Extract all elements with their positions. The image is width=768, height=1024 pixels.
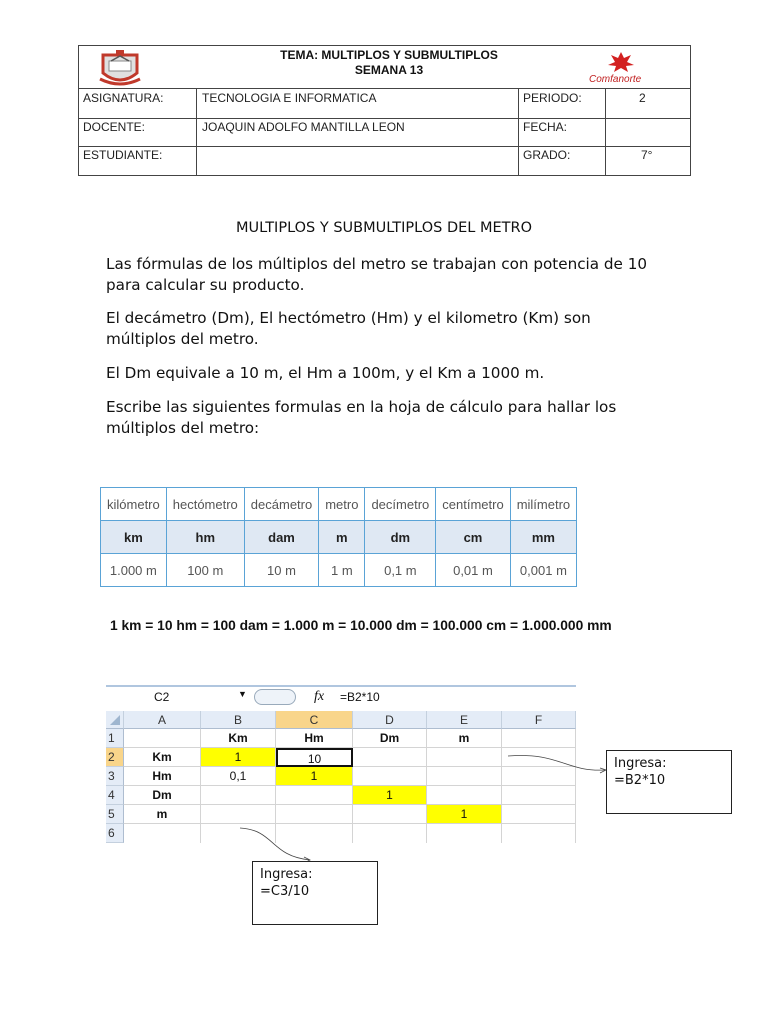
cell-a4[interactable]: Dm [124,786,201,805]
label-estudiante: ESTUDIANTE: [83,148,163,162]
row-header-6[interactable]: 6 [106,824,124,843]
fx-icon[interactable]: fx [314,689,325,704]
row-header-3[interactable]: 3 [106,767,124,786]
column-header-e[interactable]: E [427,711,502,729]
callout-c3-formula [252,861,378,925]
value-asignatura: TECNOLOGIA E INFORMATICA [202,91,377,105]
unit-name-cell: centímetro [436,488,510,521]
callout-label: Ingresa: [614,756,667,771]
row-header-1[interactable]: 1 [106,729,124,748]
row-header-5[interactable]: 5 [106,805,124,824]
paragraph-1: Las fórmulas de los múltiplos del metro se trabajan con potencia de 10 para calcular su producto. [106,255,648,294]
unit-symbol-cell: mm [510,521,576,554]
callout-formula: =C3/10 [260,884,310,899]
unit-symbol-cell: dam [244,521,318,554]
value-periodo: 2 [639,91,646,105]
cell-d1[interactable]: Dm [353,729,427,748]
unit-value-cell: 100 m [166,554,244,587]
cell-b2[interactable]: 1 [201,748,276,767]
name-box-dropdown-icon[interactable]: ▼ [238,689,247,699]
label-periodo: PERIODO: [523,91,582,105]
cell-c2-selected[interactable]: 10 [276,748,353,767]
unit-value-cell: 0,01 m [436,554,510,587]
unit-symbol-cell: hm [166,521,244,554]
column-header-b[interactable]: B [201,711,276,729]
cell-a3[interactable]: Hm [124,767,201,786]
unit-name-cell: decímetro [365,488,436,521]
label-fecha: FECHA: [523,120,568,134]
unit-name-cell: metro [319,488,365,521]
unit-symbol-cell: cm [436,521,510,554]
section-title: MULTIPLOS Y SUBMULTIPLOS DEL METRO [235,220,532,236]
callout-formula: =B2*10 [614,773,666,788]
unit-name-cell: kilómetro [101,488,167,521]
cell-b3[interactable]: 0,1 [201,767,276,786]
cell-c1[interactable]: Hm [276,729,353,748]
formula-input[interactable]: =B2*10 [340,690,380,704]
unit-symbol-cell: dm [365,521,436,554]
label-docente: DOCENTE: [83,120,146,134]
callout-label: Ingresa: [260,867,313,882]
unit-name-cell: decámetro [244,488,318,521]
unit-name-cell: milímetro [510,488,576,521]
column-header-c[interactable]: C [276,711,353,729]
unit-value-cell: 0,001 m [510,554,576,587]
unit-value-cell: 0,1 m [365,554,436,587]
row-header-2[interactable]: 2 [106,748,124,767]
unit-symbol-cell: m [319,521,365,554]
column-header-d[interactable]: D [353,711,427,729]
unit-symbol-cell: km [101,521,167,554]
cell-c3[interactable]: 1 [276,767,353,786]
cell-b1[interactable]: Km [201,729,276,748]
paragraph-3: El Dm equivale a 10 m, el Hm a 100m, y el Km a 1000 m. [106,364,545,382]
equivalence-line: 1 km = 10 hm = 100 dam = 1.000 m = 10.000 dm = 100.000 cm = 1.000.000 mm [110,618,612,633]
cell-a5[interactable]: m [124,805,201,824]
unit-value-cell: 10 m [244,554,318,587]
column-header-a[interactable]: A [124,711,201,729]
cell-e1[interactable]: m [427,729,502,748]
cell-d4[interactable]: 1 [353,786,427,805]
value-docente: JOAQUIN ADOLFO MANTILLA LEON [202,120,405,134]
paragraph-2: El decámetro (Dm), El hectómetro (Hm) y el kilometro (Km) son múltiplos del metro. [106,309,591,348]
label-asignatura: ASIGNATURA: [83,91,164,105]
comfanorte-logo-text: Comfanorte [589,74,642,85]
value-grado: 7° [641,148,653,162]
cell-e5[interactable]: 1 [427,805,502,824]
label-grado: GRADO: [523,148,571,162]
name-box[interactable]: C2 [154,690,170,704]
header-title: TEMA: MULTIPLOS Y SUBMULTIPLOS [280,48,498,62]
paragraph-4: Escribe las siguientes formulas en la hoja de cálculo para hallar los múltiplos del metro: [106,398,617,437]
column-header-f[interactable]: F [502,711,576,729]
header-subtitle: SEMANA 13 [354,63,424,77]
unit-value-cell: 1 m [319,554,365,587]
unit-value-cell: 1.000 m [101,554,167,587]
cell-a2[interactable]: Km [124,748,201,767]
callout-b2-formula [606,750,732,814]
unit-name-cell: hectómetro [166,488,244,521]
row-header-4[interactable]: 4 [106,786,124,805]
